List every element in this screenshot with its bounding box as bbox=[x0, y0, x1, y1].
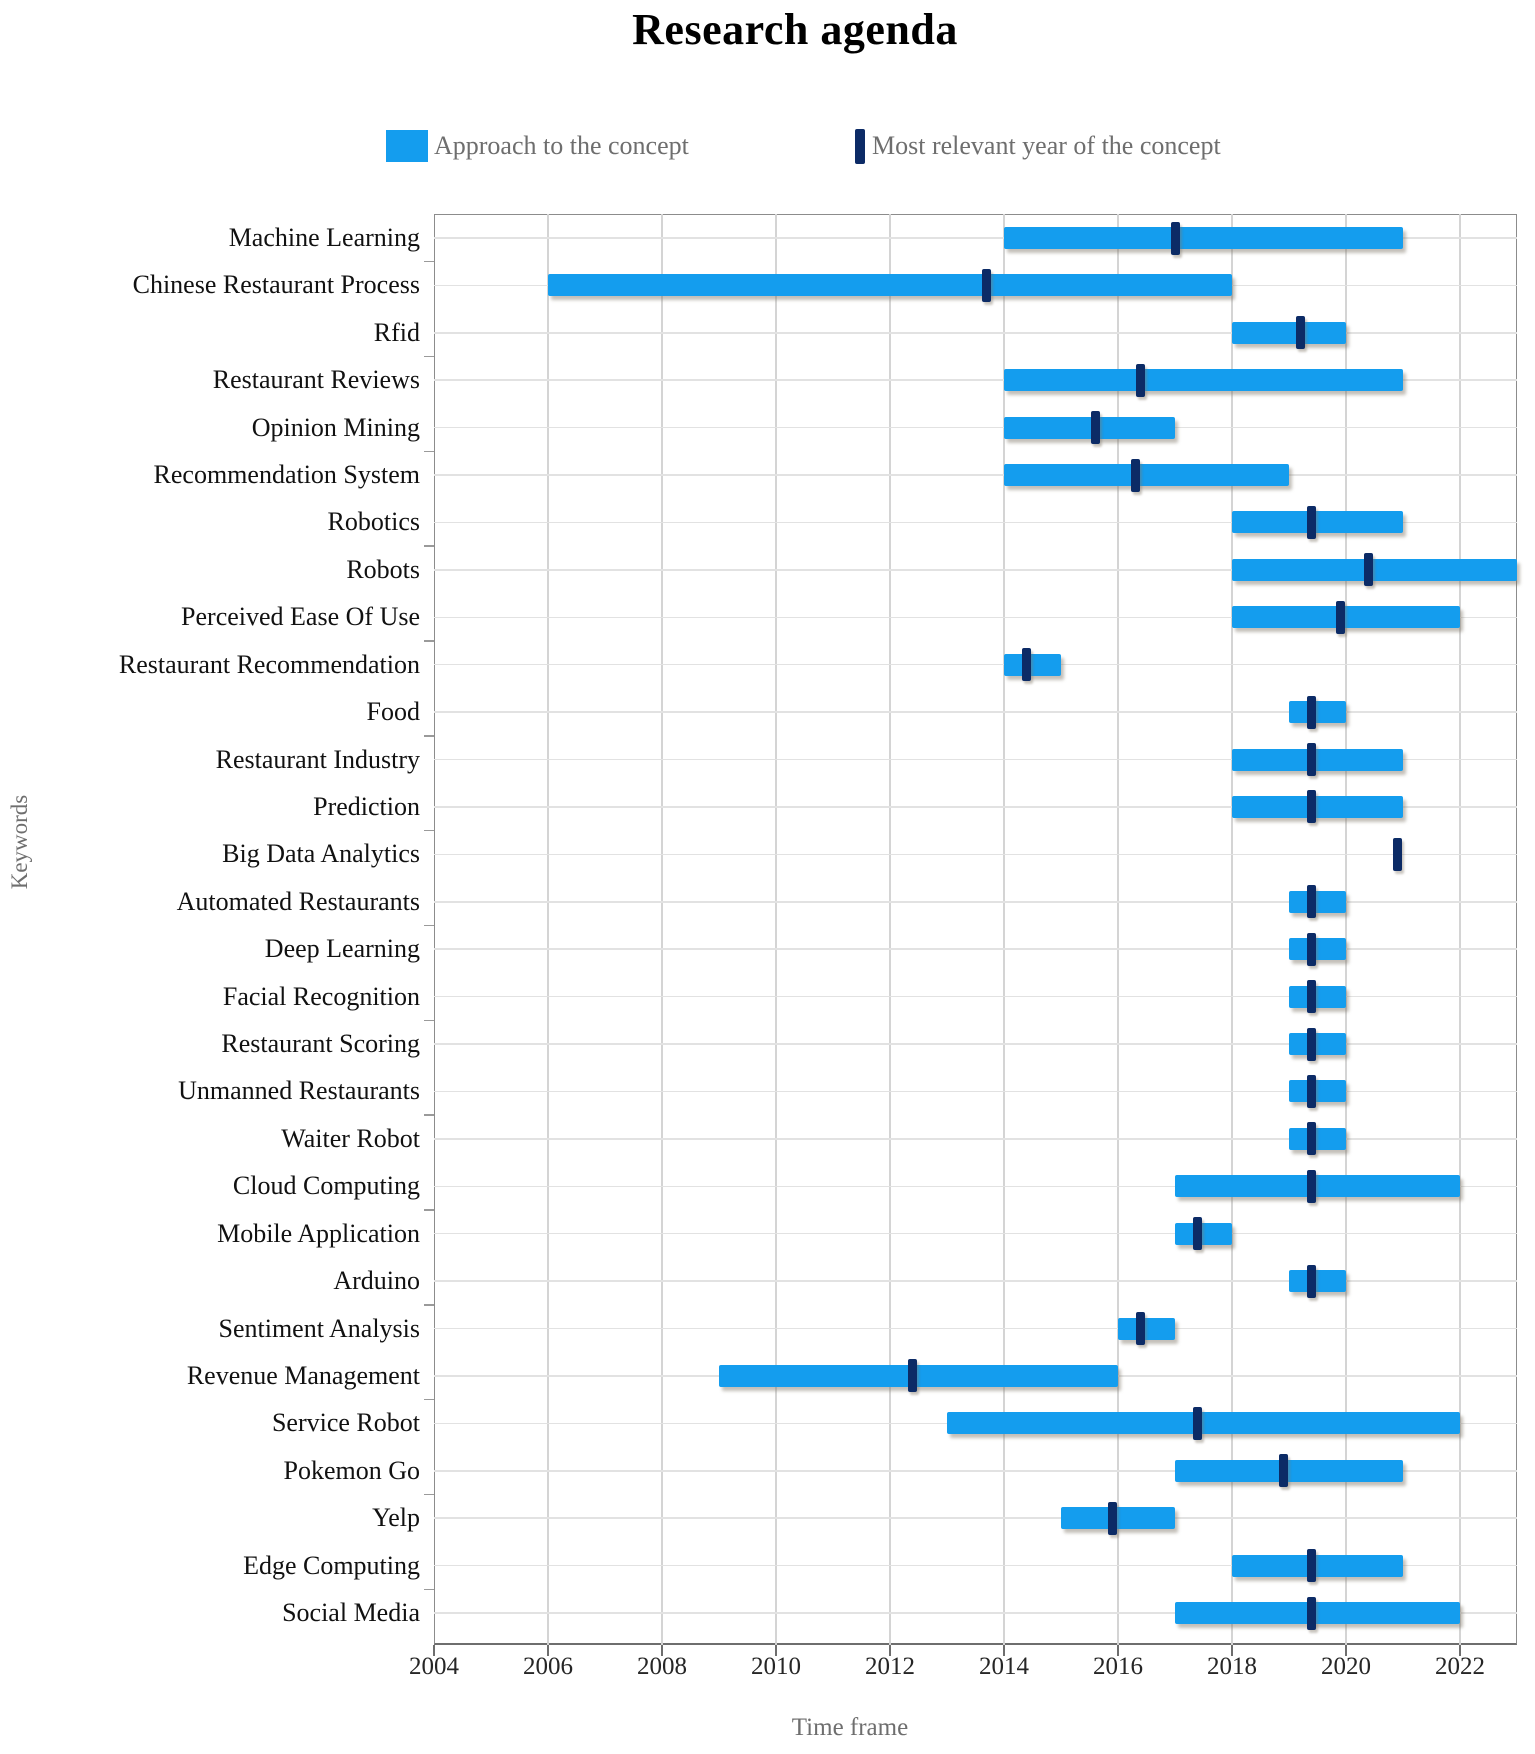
approach-bar bbox=[1289, 1128, 1346, 1150]
legend-relevant-year-tick-swatch bbox=[855, 129, 865, 164]
approach-bar bbox=[1118, 1318, 1175, 1340]
relevant-year-tick bbox=[1279, 1454, 1288, 1487]
x-tick-label: 2006 bbox=[523, 1653, 573, 1680]
gridline-horizontal bbox=[434, 427, 1517, 429]
relevant-year-tick bbox=[1171, 222, 1180, 255]
y-axis-tick bbox=[424, 830, 434, 832]
approach-bar bbox=[1289, 1033, 1346, 1055]
approach-bar bbox=[1004, 654, 1061, 676]
y-axis-tick bbox=[424, 1114, 434, 1116]
y-axis-tick bbox=[424, 1304, 434, 1306]
gridline-horizontal bbox=[434, 1280, 1517, 1282]
gridline-vertical bbox=[889, 214, 891, 1645]
gridline-vertical bbox=[775, 214, 777, 1645]
relevant-year-tick bbox=[1131, 459, 1140, 492]
y-axis-tick bbox=[424, 261, 434, 263]
y-axis-tick bbox=[424, 640, 434, 642]
gridline-horizontal bbox=[434, 1138, 1517, 1140]
y-axis-tick bbox=[424, 1209, 434, 1211]
approach-bar bbox=[1061, 1507, 1175, 1529]
relevant-year-tick bbox=[1307, 1122, 1316, 1155]
approach-bar bbox=[1289, 891, 1346, 913]
row-label-revenue-management: Revenue Management bbox=[186, 1360, 420, 1390]
row-label-automated-restaurants: Automated Restaurants bbox=[176, 886, 420, 916]
gridline-vertical bbox=[661, 214, 663, 1645]
row-label-sentiment-analysis: Sentiment Analysis bbox=[218, 1313, 420, 1343]
gridline-horizontal bbox=[434, 1517, 1517, 1519]
approach-bar bbox=[1232, 749, 1403, 771]
y-axis-tick bbox=[424, 545, 434, 547]
relevant-year-tick bbox=[982, 269, 991, 302]
relevant-year-tick bbox=[1307, 885, 1316, 918]
row-label-arduino: Arduino bbox=[333, 1266, 420, 1296]
row-label-big-data-analytics: Big Data Analytics bbox=[222, 839, 420, 869]
gridline-horizontal bbox=[434, 1233, 1517, 1235]
y-axis-title: Keywords bbox=[7, 794, 32, 890]
relevant-year-tick bbox=[1307, 790, 1316, 823]
y-axis-tick bbox=[424, 925, 434, 927]
row-label-pokemon-go: Pokemon Go bbox=[283, 1455, 420, 1485]
relevant-year-tick bbox=[1307, 1265, 1316, 1298]
gridline-horizontal bbox=[434, 854, 1517, 856]
gridline-horizontal bbox=[434, 711, 1517, 713]
approach-bar bbox=[1289, 938, 1346, 960]
row-label-restaurant-recommendation: Restaurant Recommendation bbox=[118, 649, 420, 679]
x-tick-label: 2020 bbox=[1321, 1653, 1371, 1680]
x-axis-title: Time frame bbox=[791, 1714, 909, 1741]
relevant-year-tick bbox=[1307, 506, 1316, 539]
relevant-year-tick bbox=[1307, 1075, 1316, 1108]
approach-bar bbox=[548, 274, 1232, 296]
row-label-service-robot: Service Robot bbox=[271, 1408, 420, 1438]
relevant-year-tick bbox=[1136, 364, 1145, 397]
row-label-recommendation-system: Recommendation System bbox=[153, 460, 420, 490]
row-label-robotics: Robotics bbox=[327, 507, 420, 537]
approach-bar bbox=[1004, 369, 1403, 391]
relevant-year-tick bbox=[1296, 316, 1305, 349]
row-label-rfid: Rfid bbox=[373, 317, 420, 347]
y-axis-tick bbox=[424, 1399, 434, 1401]
row-label-unmanned-restaurants: Unmanned Restaurants bbox=[178, 1076, 420, 1106]
approach-bar bbox=[1289, 986, 1346, 1008]
chart-title: Research agenda bbox=[632, 5, 958, 54]
approach-bar bbox=[1232, 1555, 1403, 1577]
relevant-year-tick bbox=[908, 1359, 917, 1392]
row-label-restaurant-scoring: Restaurant Scoring bbox=[221, 1029, 420, 1059]
x-tick-label: 2022 bbox=[1435, 1653, 1485, 1680]
gridline-horizontal bbox=[434, 996, 1517, 998]
row-label-waiter-robot: Waiter Robot bbox=[281, 1123, 420, 1153]
gridline-horizontal bbox=[434, 474, 1517, 476]
approach-bar bbox=[1232, 322, 1346, 344]
relevant-year-tick bbox=[1307, 933, 1316, 966]
relevant-year-tick bbox=[1022, 648, 1031, 681]
relevant-year-tick bbox=[1193, 1217, 1202, 1250]
legend-approach-bar-swatch bbox=[386, 130, 428, 162]
legend-approach-label: Approach to the concept bbox=[434, 131, 689, 160]
row-label-machine-learning: Machine Learning bbox=[228, 223, 420, 252]
gridline-horizontal bbox=[434, 948, 1517, 950]
relevant-year-tick bbox=[1364, 553, 1373, 586]
approach-bar bbox=[1289, 1270, 1346, 1292]
approach-bar bbox=[1004, 227, 1403, 249]
row-label-mobile-application: Mobile Application bbox=[217, 1218, 420, 1248]
row-label-robots: Robots bbox=[346, 554, 420, 584]
approach-bar bbox=[719, 1365, 1118, 1387]
gridline-horizontal bbox=[434, 664, 1517, 666]
approach-bar bbox=[1289, 1080, 1346, 1102]
y-axis-tick bbox=[424, 1494, 434, 1496]
approach-bar bbox=[1289, 701, 1346, 723]
relevant-year-tick bbox=[1307, 1597, 1316, 1630]
row-label-perceived-ease-of-use: Perceived Ease Of Use bbox=[181, 602, 420, 632]
x-tick-label: 2008 bbox=[637, 1653, 687, 1680]
relevant-year-tick bbox=[1307, 743, 1316, 776]
relevant-year-tick bbox=[1307, 980, 1316, 1013]
row-label-cloud-computing: Cloud Computing bbox=[232, 1171, 420, 1201]
gridline-horizontal bbox=[434, 901, 1517, 903]
gridline-horizontal bbox=[434, 1091, 1517, 1093]
relevant-year-tick bbox=[1091, 411, 1100, 444]
approach-bar bbox=[947, 1412, 1460, 1434]
approach-bar bbox=[1175, 1175, 1460, 1197]
y-axis-tick bbox=[424, 1589, 434, 1591]
gridline-horizontal bbox=[434, 1043, 1517, 1045]
row-label-prediction: Prediction bbox=[313, 791, 420, 821]
row-label-facial-recognition: Facial Recognition bbox=[222, 981, 420, 1011]
relevant-year-tick bbox=[1307, 1028, 1316, 1061]
relevant-year-tick bbox=[1307, 696, 1316, 729]
relevant-year-tick bbox=[1108, 1502, 1117, 1535]
gridline-horizontal bbox=[434, 332, 1517, 334]
row-label-deep-learning: Deep Learning bbox=[264, 934, 420, 964]
x-tick-label: 2018 bbox=[1207, 1653, 1257, 1680]
approach-bar bbox=[1232, 559, 1517, 581]
row-label-restaurant-reviews: Restaurant Reviews bbox=[212, 365, 420, 395]
row-label-edge-computing: Edge Computing bbox=[243, 1550, 420, 1580]
relevant-year-tick bbox=[1393, 838, 1402, 871]
x-tick-label: 2014 bbox=[979, 1653, 1029, 1680]
approach-bar bbox=[1175, 1602, 1460, 1624]
relevant-year-tick bbox=[1336, 601, 1345, 634]
y-axis-tick bbox=[424, 735, 434, 737]
row-label-restaurant-industry: Restaurant Industry bbox=[215, 744, 420, 774]
approach-bar bbox=[1004, 464, 1289, 486]
row-label-food: Food bbox=[366, 697, 420, 727]
row-label-opinion-mining: Opinion Mining bbox=[251, 412, 420, 442]
row-label-social-media: Social Media bbox=[282, 1598, 420, 1627]
y-axis-tick bbox=[424, 1020, 434, 1022]
relevant-year-tick bbox=[1193, 1407, 1202, 1440]
approach-bar bbox=[1175, 1223, 1232, 1245]
x-tick-label: 2016 bbox=[1093, 1653, 1143, 1680]
relevant-year-tick bbox=[1136, 1312, 1145, 1345]
x-tick-label: 2012 bbox=[865, 1653, 915, 1680]
approach-bar bbox=[1004, 417, 1175, 439]
relevant-year-tick bbox=[1307, 1170, 1316, 1203]
approach-bar bbox=[1175, 1460, 1403, 1482]
approach-bar bbox=[1232, 796, 1403, 818]
x-tick-label: 2010 bbox=[751, 1653, 801, 1680]
y-axis-tick bbox=[424, 451, 434, 453]
gridline-horizontal bbox=[434, 1328, 1517, 1330]
row-label-yelp: Yelp bbox=[372, 1503, 420, 1533]
gridline-vertical bbox=[547, 214, 549, 1645]
approach-bar bbox=[1232, 511, 1403, 533]
legend-relevant-year-label: Most relevant year of the concept bbox=[872, 131, 1221, 160]
y-axis-tick bbox=[424, 356, 434, 358]
row-label-chinese-restaurant-process: Chinese Restaurant Process bbox=[132, 270, 420, 300]
x-tick-label: 2004 bbox=[409, 1653, 459, 1680]
relevant-year-tick bbox=[1307, 1549, 1316, 1582]
approach-bar bbox=[1232, 606, 1460, 628]
